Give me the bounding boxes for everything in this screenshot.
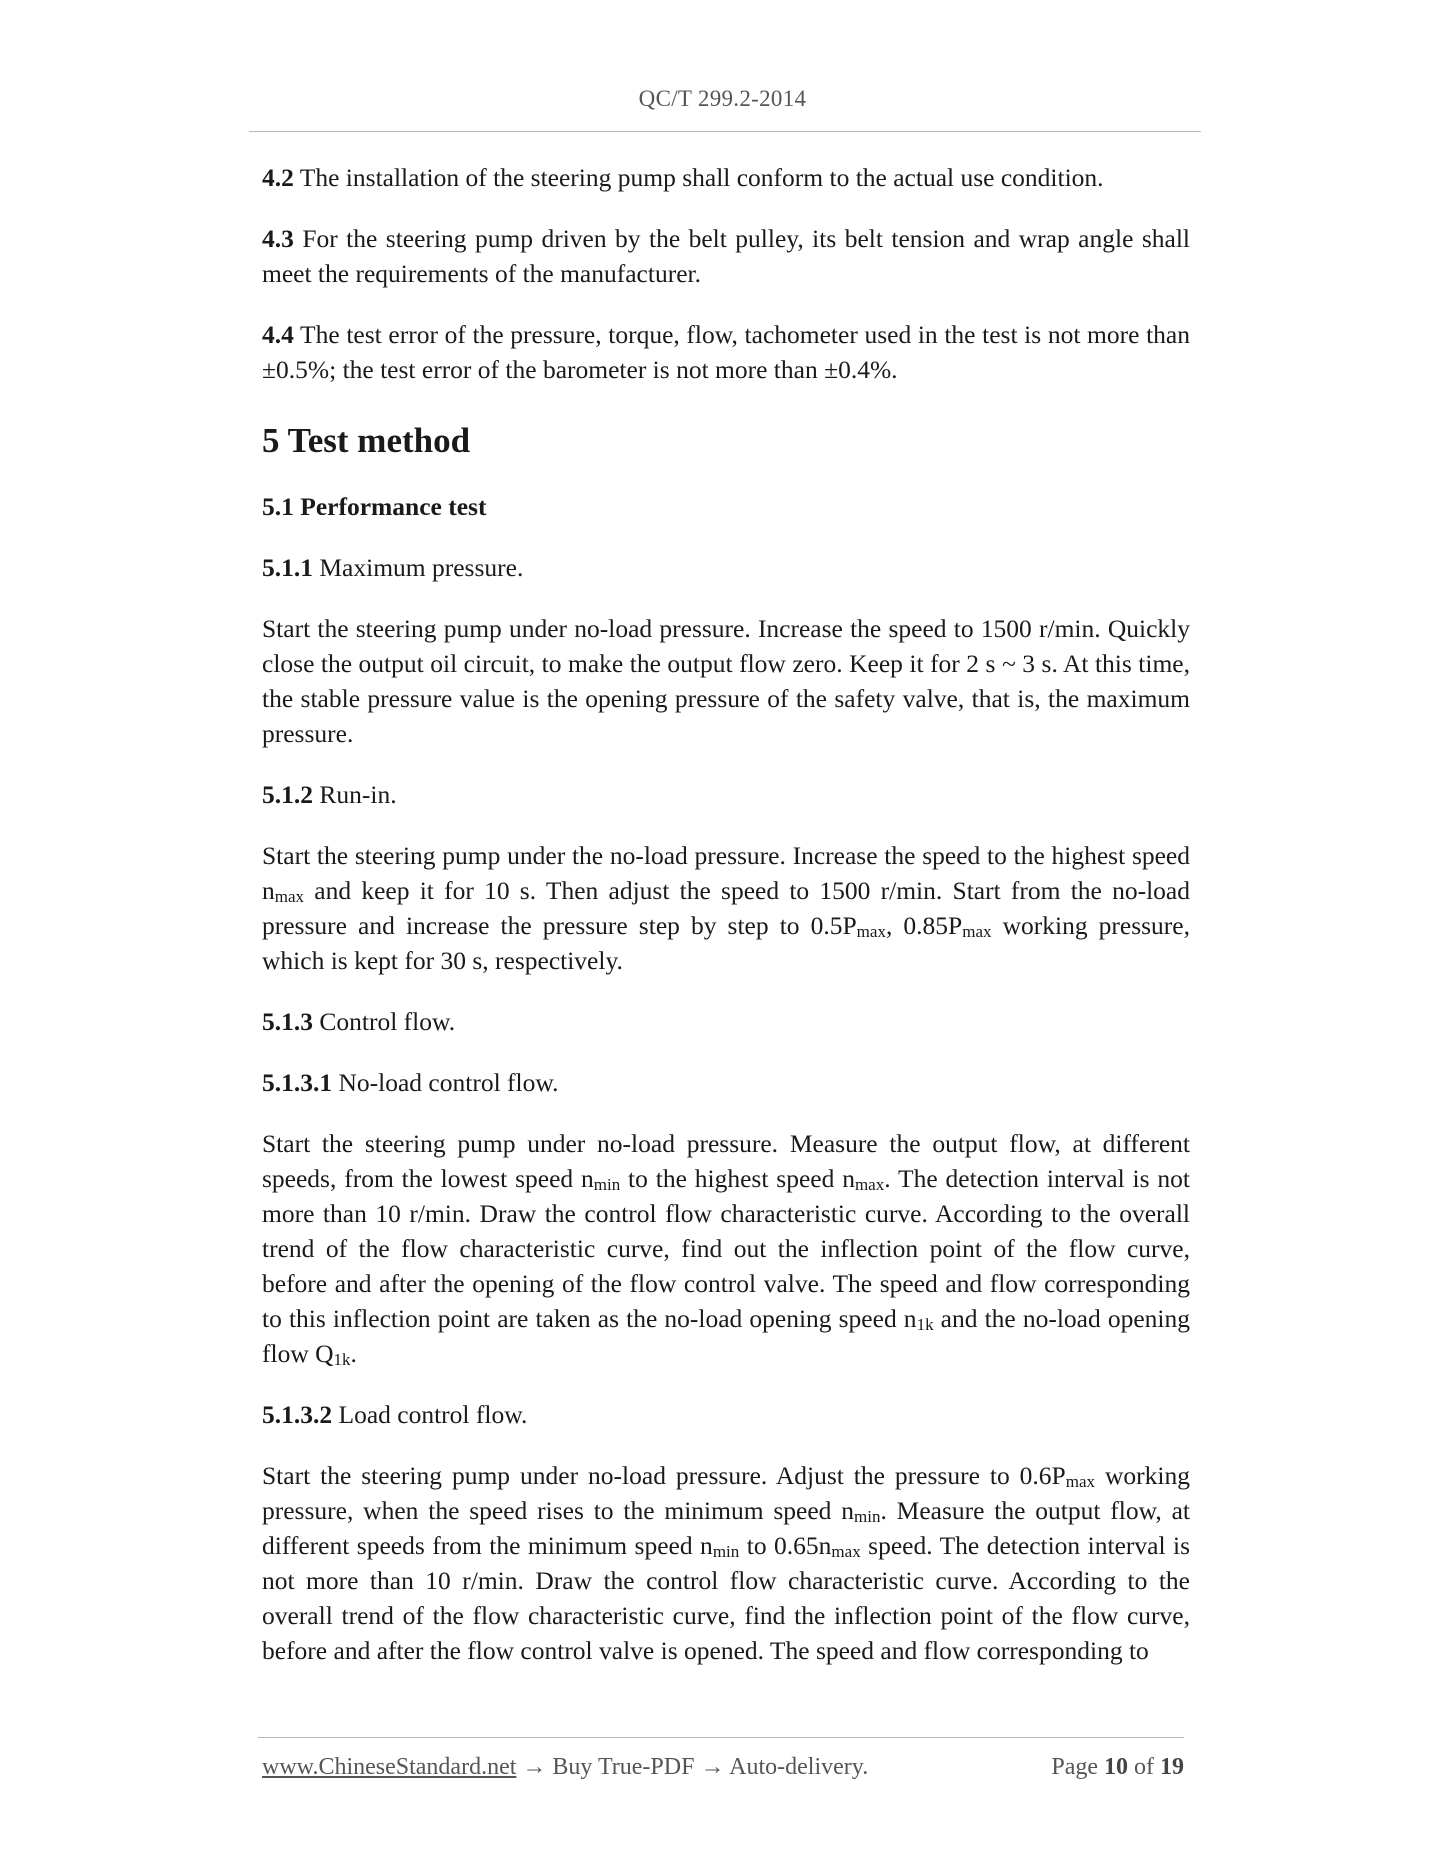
arrow-right-icon: → (694, 1754, 730, 1780)
paragraph-5-1-3-2 (262, 1458, 1190, 1668)
text-run: speed. The detection interval is not more than 10 r/min. Draw the control flow characteristic curve. According to the overall trend of the flow characteristic curve, find the inflection point of the flow curve, before and after the flow control valve is opened. The speed and flow corresponding to (262, 1531, 1191, 1665)
page-header: QC/T 299.2-2014 (638, 86, 807, 111)
paragraph-5-1-1: Start the steering pump under no-load pressure. Increase the speed to 1500 r/min. Quickly close the output oil circuit, to make the output flow zero. Keep it for 2 s ~ 3 s. At this time, the stable pressure value is the opening pressure of the safety valve, that is, the maximum pressure. (262, 614, 1190, 748)
subscript: 1k (333, 1350, 351, 1369)
clause-4-4 (262, 317, 1190, 387)
subscript: max (962, 922, 992, 941)
page-footer (262, 1754, 1184, 1781)
clause-5-1-3 (262, 1004, 1190, 1039)
subscript: 1k (916, 1315, 934, 1334)
website-link[interactable]: www.ChineseStandard.net (262, 1754, 517, 1780)
page-indicator (1051, 1754, 1184, 1781)
clause-text: The test error of the pressure, torque, flow, tachometer used in the test is not more than ±0.5%; the test error of the barometer is not more than ±0.4%. (262, 320, 1190, 384)
clause-4-2 (262, 160, 1190, 195)
clause-number: 4.3 (262, 224, 294, 253)
section-heading-5: 5 Test method (262, 421, 471, 460)
clause-4-3 (262, 221, 1190, 291)
of-label: of (1128, 1754, 1160, 1780)
clause-text: Control flow. (313, 1007, 456, 1036)
text-run: to the highest speed n (620, 1164, 855, 1193)
header-divider (249, 131, 1201, 132)
clause-5-1-1 (262, 550, 1190, 585)
clause-number: 4.4 (262, 320, 294, 349)
clause-text: For the steering pump driven by the belt pulley, its belt tension and wrap angle shall meet the requirements of the manufacturer. (262, 224, 1190, 288)
clause-text: Load control flow. (332, 1400, 528, 1429)
subsection-heading-5-1: 5.1 Performance test (262, 492, 487, 521)
clause-number: 5.1.2 (262, 780, 313, 809)
subscript: max (856, 922, 886, 941)
subscript: min (593, 1175, 621, 1194)
clause-text: No-load control flow. (332, 1068, 559, 1097)
text-run: and keep it for 10 s. Then adjust the speed to 1500 r/min. Start from the no-load pressure and increase the pressure step by step to 0.5P (262, 876, 1190, 940)
paragraph-5-1-3-1 (262, 1126, 1190, 1371)
clause-text: Run-in. (313, 780, 397, 809)
subscript: max (854, 1175, 885, 1194)
clause-number: 5.1.3.1 (262, 1068, 333, 1097)
clause-text: The installation of the steering pump shall conform to the actual use condition. (293, 163, 1104, 192)
text-run: to 0.65n (739, 1531, 832, 1560)
clause-5-1-3-1 (262, 1065, 1190, 1100)
subscript: max (831, 1542, 861, 1561)
subscript: max (1065, 1472, 1096, 1491)
page-number: 10 (1104, 1754, 1128, 1780)
text-run: working pressure, when the speed rises to the minimum speed n (262, 1461, 1190, 1525)
text-run: working pressure, which is kept for 30 s, respectively. (262, 911, 1190, 975)
text-run: . (350, 1339, 357, 1368)
text-run: Start the steering pump under no-load pressure. Adjust the pressure to 0.6P (262, 1461, 1066, 1490)
text-run: . Measure the output flow, at different speeds from the minimum speed n (262, 1496, 1190, 1560)
clause-number: 5.1.3 (262, 1007, 313, 1036)
page-label: Page (1051, 1754, 1104, 1780)
clause-number: 5.1.1 (262, 553, 313, 582)
page-total: 19 (1160, 1754, 1184, 1780)
arrow-right-icon: → (516, 1754, 553, 1780)
text-run: Start the steering pump under no-load pressure. Measure the output flow, at different speeds, from the lowest speed n (262, 1129, 1190, 1193)
clause-text: Maximum pressure. (313, 553, 524, 582)
buy-text: Buy True-PDF (552, 1754, 695, 1780)
document-body (262, 160, 1190, 1668)
delivery-text: Auto-delivery. (729, 1754, 869, 1780)
subscript: min (712, 1542, 740, 1561)
paragraph-5-1-2 (262, 838, 1190, 978)
subscript: min (854, 1507, 881, 1526)
subscript: max (274, 887, 305, 906)
clause-number: 4.2 (262, 163, 294, 192)
text-run: and the no-load opening flow Q (262, 1304, 1190, 1368)
text-run: Start the steering pump under the no-load pressure. Increase the speed to the highest speed n (262, 841, 1190, 905)
footer-divider (258, 1737, 1184, 1738)
text-run: , 0.85P (885, 911, 963, 940)
footer-left (262, 1754, 868, 1781)
clause-5-1-2 (262, 777, 1190, 812)
clause-number: 5.1.3.2 (262, 1400, 333, 1429)
clause-5-1-3-2 (262, 1397, 1190, 1432)
text-run: . The detection interval is not more than 10 r/min. Draw the control flow characteristic curve. According to the overall trend of the flow characteristic curve, find out the inflection point of the flow curve, before and after the opening of the flow control valve. The speed and flow corresponding to this inflection point are taken as the no-load opening speed n (262, 1164, 1191, 1333)
